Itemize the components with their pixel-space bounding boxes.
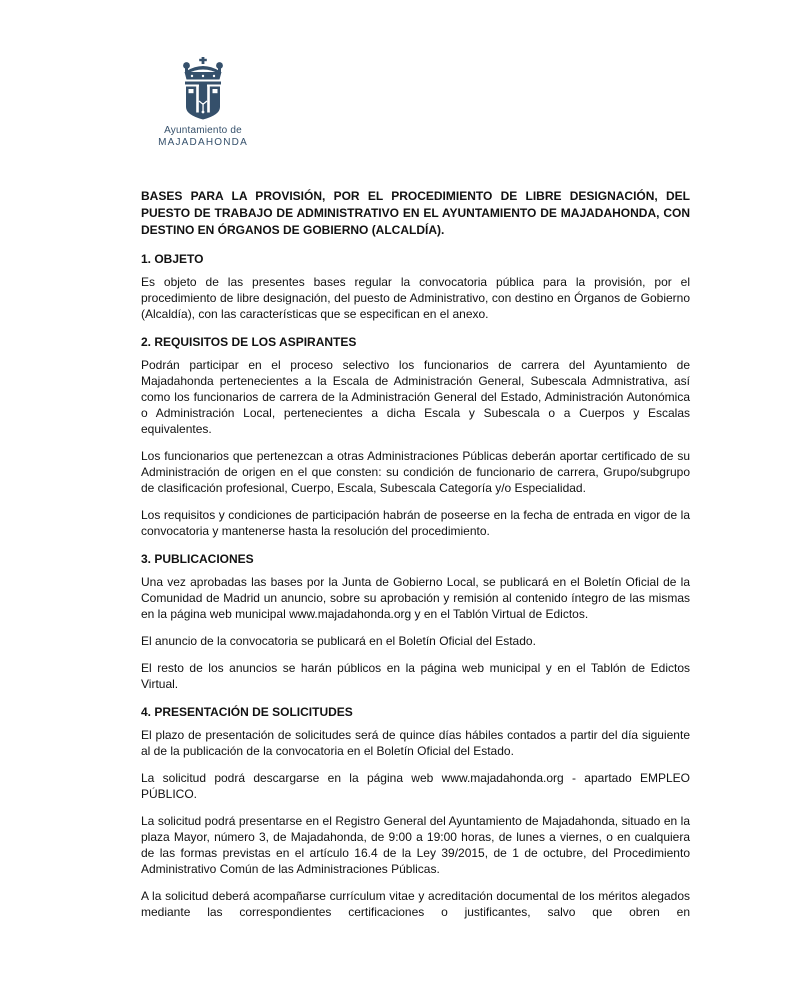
coat-of-arms-icon bbox=[178, 57, 228, 121]
section-heading-publicaciones: 3. PUBLICACIONES bbox=[141, 552, 254, 566]
logo-city-name: MAJADAHONDA bbox=[158, 137, 248, 148]
paragraph: El anuncio de la convocatoria se publicará en el Boletín Oficial del Estado. bbox=[141, 634, 536, 648]
document-title: BASES PARA LA PROVISIÓN, POR EL PROCEDIMIENTO DE LIBRE DESIGNACIÓN, DEL PUESTO DE TRABAJO DE ADMINISTRATIVO EN EL AYUNTAMIENTO DE MAJADAHONDA, CON DESTINO EN ÓRGANOS DE GOBIERNO (ALCALDÍA). bbox=[141, 189, 690, 237]
logo bbox=[148, 57, 258, 149]
paragraph: El plazo de presentación de solicitudes será de quince días hábiles contados a partir del día siguiente al de la publicación de la convocatoria en el Boletín Oficial del Estado. bbox=[141, 728, 690, 758]
paragraph: El resto de los anuncios se harán públicos en la página web municipal y en el Tablón de Edictos Virtual. bbox=[141, 661, 690, 691]
paragraph: Es objeto de las presentes bases regular la convocatoria pública para la provisión, por el procedimiento de libre designación, del puesto de Administrativo, con destino en Órganos de Gobierno (Alcaldía), con las características que se especifican en el anexo. bbox=[141, 275, 690, 321]
paragraph: Los requisitos y condiciones de participación habrán de poseerse en la fecha de entrada en vigor de la convocatoria y mantenerse hasta la resolución del procedimiento. bbox=[141, 508, 690, 538]
document-body bbox=[141, 188, 690, 920]
paragraph: A la solicitud deberá acompañarse currículum vitae y acreditación documental de los méritos alegados mediante las correspondientes certificaciones o justificantes, salvo que obren en bbox=[141, 889, 690, 919]
section-heading-objeto: 1. OBJETO bbox=[141, 252, 204, 266]
paragraph: Los funcionarios que pertenezcan a otras Administraciones Públicas deberán aportar certificado de su Administración de origen en el que consten: su condición de funcionario de carrera, Grupo/subgrupo de clasificación profesional, Cuerpo, Escala, Subescala Categoría y/o Especialidad. bbox=[141, 449, 690, 495]
section-heading-presentacion: 4. PRESENTACIÓN DE SOLICITUDES bbox=[141, 705, 353, 719]
paragraph: La solicitud podrá descargarse en la página web www.majadahonda.org - apartado EMPLEO PÚBLICO. bbox=[141, 771, 690, 801]
logo-org-name: Ayuntamiento de bbox=[164, 125, 242, 136]
paragraph: Podrán participar en el proceso selectivo los funcionarios de carrera del Ayuntamiento de Majadahonda pertenecientes a la Escala de Administración General, Subescala Admnistrativa, así como los funcionarios de carrera de la Administración General del Estado, Administración Autonómica o Administración Local, pertenecientes a dicha Escala y Subescala o a Cuerpos y Escalas equivalentes. bbox=[141, 358, 690, 436]
paragraph: Una vez aprobadas las bases por la Junta de Gobierno Local, se publicará en el Boletín Oficial de la Comunidad de Madrid un anuncio, sobre su aprobación y remisión al contenido íntegro de las mismas en la página web municipal www.majadahonda.org y en el Tablón Virtual de Edictos. bbox=[141, 575, 690, 621]
paragraph: La solicitud podrá presentarse en el Registro General del Ayuntamiento de Majadahonda, situado en la plaza Mayor, número 3, de Majadahonda, de 9:00 a 19:00 horas, de lunes a viernes, o en cualquiera de las formas previstas en el artículo 16.4 de la Ley 39/2015, de 1 de octubre, del Procedimiento Administrativo Común de las Administraciones Públicas. bbox=[141, 814, 690, 876]
section-heading-requisitos: 2. REQUISITOS DE LOS ASPIRANTES bbox=[141, 335, 357, 349]
